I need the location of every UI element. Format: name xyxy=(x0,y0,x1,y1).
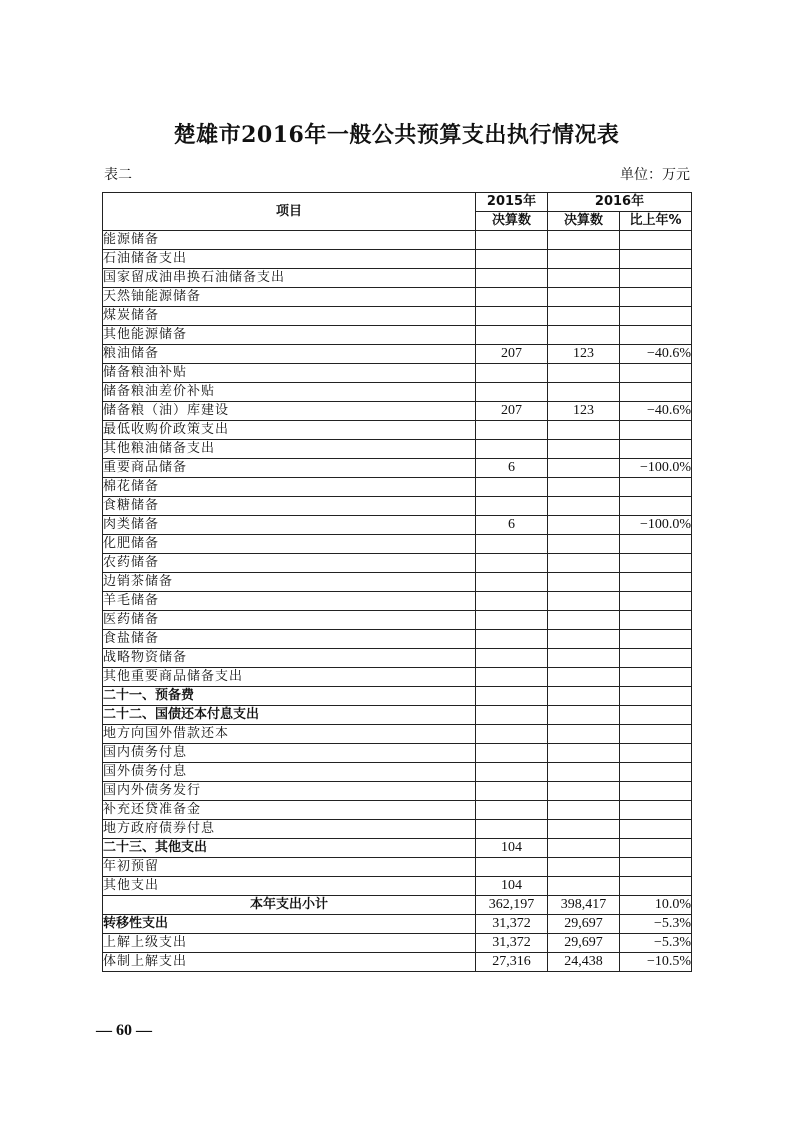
row-value-2016 xyxy=(548,820,620,839)
table-row xyxy=(103,516,692,535)
table-row xyxy=(103,687,692,706)
row-value-2015 xyxy=(476,440,548,459)
row-value-2015 xyxy=(476,421,548,440)
row-change-pct xyxy=(620,801,692,820)
row-value-2015: 6 xyxy=(476,516,548,535)
row-change-pct xyxy=(620,421,692,440)
row-value-2016 xyxy=(548,801,620,820)
row-value-2015 xyxy=(476,801,548,820)
row-value-2016 xyxy=(548,307,620,326)
row-name: 食盐储备 xyxy=(103,630,476,649)
row-change-pct xyxy=(620,440,692,459)
row-name: 地方政府债券付息 xyxy=(103,820,476,839)
header-year-2016: 2016年 xyxy=(548,193,692,212)
row-value-2015 xyxy=(476,858,548,877)
table-row xyxy=(103,858,692,877)
row-change-pct xyxy=(620,288,692,307)
row-value-2015 xyxy=(476,630,548,649)
row-change-pct xyxy=(620,478,692,497)
row-value-2016 xyxy=(548,516,620,535)
table-body xyxy=(103,231,692,972)
row-change-pct: −40.6% xyxy=(620,402,692,421)
row-name: 其他支出 xyxy=(103,877,476,896)
table-row xyxy=(103,953,692,972)
row-value-2015 xyxy=(476,383,548,402)
row-value-2016 xyxy=(548,554,620,573)
row-change-pct: −10.5% xyxy=(620,953,692,972)
row-value-2015 xyxy=(476,478,548,497)
row-value-2016 xyxy=(548,288,620,307)
row-name: 储备粮（油）库建设 xyxy=(103,402,476,421)
row-name: 粮油储备 xyxy=(103,345,476,364)
row-value-2015: 104 xyxy=(476,839,548,858)
table-row xyxy=(103,402,692,421)
row-name: 储备粮油差价补贴 xyxy=(103,383,476,402)
row-name: 二十一、预备费 xyxy=(103,687,476,706)
row-value-2016 xyxy=(548,326,620,345)
row-name: 重要商品储备 xyxy=(103,459,476,478)
table-row xyxy=(103,421,692,440)
row-change-pct xyxy=(620,326,692,345)
table-row xyxy=(103,668,692,687)
row-change-pct: 10.0% xyxy=(620,896,692,915)
row-change-pct xyxy=(620,554,692,573)
table-row xyxy=(103,554,692,573)
row-value-2015 xyxy=(476,326,548,345)
row-change-pct xyxy=(620,839,692,858)
row-value-2016: 123 xyxy=(548,402,620,421)
row-value-2016 xyxy=(548,592,620,611)
table-row xyxy=(103,459,692,478)
table-row xyxy=(103,440,692,459)
row-change-pct xyxy=(620,383,692,402)
row-change-pct xyxy=(620,877,692,896)
row-value-2015 xyxy=(476,725,548,744)
row-change-pct xyxy=(620,231,692,250)
table-row xyxy=(103,573,692,592)
row-change-pct xyxy=(620,668,692,687)
row-name: 战略物资储备 xyxy=(103,649,476,668)
row-value-2016 xyxy=(548,763,620,782)
row-change-pct xyxy=(620,782,692,801)
row-change-pct: −100.0% xyxy=(620,459,692,478)
row-value-2016 xyxy=(548,706,620,725)
row-name: 羊毛储备 xyxy=(103,592,476,611)
row-name: 农药储备 xyxy=(103,554,476,573)
row-value-2016 xyxy=(548,744,620,763)
table-row xyxy=(103,345,692,364)
row-value-2016: 398,417 xyxy=(548,896,620,915)
row-value-2015 xyxy=(476,231,548,250)
unit-label: 单位：万元 xyxy=(620,167,690,183)
page-title: 楚雄市2016年一般公共预算支出执行情况表 xyxy=(173,122,620,148)
row-change-pct xyxy=(620,649,692,668)
row-value-2016 xyxy=(548,839,620,858)
header-item: 项目 xyxy=(103,193,476,231)
row-name: 医药储备 xyxy=(103,611,476,630)
row-value-2015 xyxy=(476,592,548,611)
row-value-2016 xyxy=(548,440,620,459)
row-name: 其他重要商品储备支出 xyxy=(103,668,476,687)
table-row xyxy=(103,839,692,858)
header-year-2015: 2015年 xyxy=(476,193,548,212)
row-value-2016: 29,697 xyxy=(548,934,620,953)
table-row xyxy=(103,877,692,896)
row-value-2015 xyxy=(476,535,548,554)
row-value-2015 xyxy=(476,307,548,326)
row-value-2015 xyxy=(476,649,548,668)
table-row xyxy=(103,288,692,307)
header-vs-last-year: 比上年% xyxy=(620,212,692,231)
row-value-2015: 207 xyxy=(476,345,548,364)
row-value-2016 xyxy=(548,269,620,288)
row-change-pct xyxy=(620,725,692,744)
table-label: 表二 xyxy=(104,167,132,183)
row-value-2015: 207 xyxy=(476,402,548,421)
table-row xyxy=(103,592,692,611)
row-value-2015 xyxy=(476,554,548,573)
row-name: 化肥储备 xyxy=(103,535,476,554)
row-change-pct xyxy=(620,364,692,383)
row-name: 储备粮油补贴 xyxy=(103,364,476,383)
table-row xyxy=(103,250,692,269)
row-value-2015 xyxy=(476,288,548,307)
row-value-2015: 27,316 xyxy=(476,953,548,972)
row-name: 二十三、其他支出 xyxy=(103,839,476,858)
row-change-pct xyxy=(620,535,692,554)
table-row xyxy=(103,535,692,554)
row-name: 转移性支出 xyxy=(103,915,476,934)
row-value-2015: 104 xyxy=(476,877,548,896)
row-change-pct: −40.6% xyxy=(620,345,692,364)
table-row xyxy=(103,896,692,915)
row-value-2015 xyxy=(476,744,548,763)
row-name: 国家留成油串换石油储备支出 xyxy=(103,269,476,288)
row-value-2016 xyxy=(548,478,620,497)
row-value-2016: 29,697 xyxy=(548,915,620,934)
table-row xyxy=(103,649,692,668)
row-value-2016 xyxy=(548,611,620,630)
header-final-2015: 决算数 xyxy=(476,212,548,231)
row-value-2015 xyxy=(476,269,548,288)
row-change-pct xyxy=(620,630,692,649)
row-change-pct xyxy=(620,592,692,611)
table-row xyxy=(103,934,692,953)
row-name: 上解上级支出 xyxy=(103,934,476,953)
row-change-pct xyxy=(620,250,692,269)
row-value-2015 xyxy=(476,763,548,782)
row-change-pct xyxy=(620,820,692,839)
row-name: 其他能源储备 xyxy=(103,326,476,345)
table-row xyxy=(103,269,692,288)
table-row xyxy=(103,326,692,345)
row-value-2015: 31,372 xyxy=(476,915,548,934)
row-value-2015 xyxy=(476,250,548,269)
row-value-2016 xyxy=(548,459,620,478)
budget-table xyxy=(102,192,692,972)
row-name: 国外债务付息 xyxy=(103,763,476,782)
row-change-pct xyxy=(620,687,692,706)
row-value-2016 xyxy=(548,535,620,554)
row-name: 煤炭储备 xyxy=(103,307,476,326)
table-row xyxy=(103,497,692,516)
row-name: 国内债务付息 xyxy=(103,744,476,763)
table-row xyxy=(103,706,692,725)
row-value-2016: 123 xyxy=(548,345,620,364)
row-change-pct xyxy=(620,497,692,516)
row-name: 天然铀能源储备 xyxy=(103,288,476,307)
row-value-2016 xyxy=(548,383,620,402)
row-name: 最低收购价政策支出 xyxy=(103,421,476,440)
table-row xyxy=(103,801,692,820)
table-row xyxy=(103,630,692,649)
row-value-2015 xyxy=(476,687,548,706)
table-row xyxy=(103,364,692,383)
row-name: 肉类储备 xyxy=(103,516,476,535)
row-value-2016 xyxy=(548,782,620,801)
header-final-2016: 决算数 xyxy=(548,212,620,231)
row-name: 体制上解支出 xyxy=(103,953,476,972)
table-row xyxy=(103,915,692,934)
row-change-pct xyxy=(620,858,692,877)
row-value-2015 xyxy=(476,364,548,383)
row-name: 本年支出小计 xyxy=(103,896,476,915)
row-name: 二十二、国债还本付息支出 xyxy=(103,706,476,725)
table-row xyxy=(103,478,692,497)
row-value-2016 xyxy=(548,630,620,649)
row-change-pct xyxy=(620,611,692,630)
row-value-2016 xyxy=(548,573,620,592)
table-row xyxy=(103,820,692,839)
row-value-2016 xyxy=(548,877,620,896)
row-name: 能源储备 xyxy=(103,231,476,250)
row-value-2015 xyxy=(476,706,548,725)
row-value-2015: 31,372 xyxy=(476,934,548,953)
row-value-2015 xyxy=(476,497,548,516)
row-value-2016 xyxy=(548,421,620,440)
row-value-2016 xyxy=(548,668,620,687)
table-row xyxy=(103,763,692,782)
table-row xyxy=(103,307,692,326)
row-name: 补充还贷准备金 xyxy=(103,801,476,820)
row-change-pct xyxy=(620,573,692,592)
row-name: 棉花储备 xyxy=(103,478,476,497)
row-value-2015 xyxy=(476,820,548,839)
table-row xyxy=(103,231,692,250)
row-value-2016: 24,438 xyxy=(548,953,620,972)
row-value-2016 xyxy=(548,725,620,744)
row-value-2015 xyxy=(476,668,548,687)
row-name: 地方向国外借款还本 xyxy=(103,725,476,744)
row-change-pct xyxy=(620,744,692,763)
row-change-pct xyxy=(620,307,692,326)
row-name: 石油储备支出 xyxy=(103,250,476,269)
row-name: 年初预留 xyxy=(103,858,476,877)
row-change-pct xyxy=(620,706,692,725)
row-change-pct: −5.3% xyxy=(620,934,692,953)
row-value-2016 xyxy=(548,364,620,383)
row-change-pct xyxy=(620,269,692,288)
row-value-2015 xyxy=(476,611,548,630)
row-change-pct: −5.3% xyxy=(620,915,692,934)
table-row xyxy=(103,782,692,801)
row-value-2016 xyxy=(548,649,620,668)
row-value-2015: 6 xyxy=(476,459,548,478)
row-name: 边销茶储备 xyxy=(103,573,476,592)
row-value-2015 xyxy=(476,782,548,801)
row-value-2016 xyxy=(548,687,620,706)
table-row xyxy=(103,725,692,744)
row-value-2016 xyxy=(548,497,620,516)
table-row xyxy=(103,611,692,630)
table-row xyxy=(103,383,692,402)
row-change-pct xyxy=(620,763,692,782)
row-value-2016 xyxy=(548,250,620,269)
row-change-pct: −100.0% xyxy=(620,516,692,535)
row-value-2015 xyxy=(476,573,548,592)
page-number: — 60 — xyxy=(96,1022,152,1039)
row-value-2016 xyxy=(548,231,620,250)
row-name: 国内外债务发行 xyxy=(103,782,476,801)
table-row xyxy=(103,744,692,763)
row-value-2015: 362,197 xyxy=(476,896,548,915)
row-name: 其他粮油储备支出 xyxy=(103,440,476,459)
row-name: 食糖储备 xyxy=(103,497,476,516)
row-value-2016 xyxy=(548,858,620,877)
